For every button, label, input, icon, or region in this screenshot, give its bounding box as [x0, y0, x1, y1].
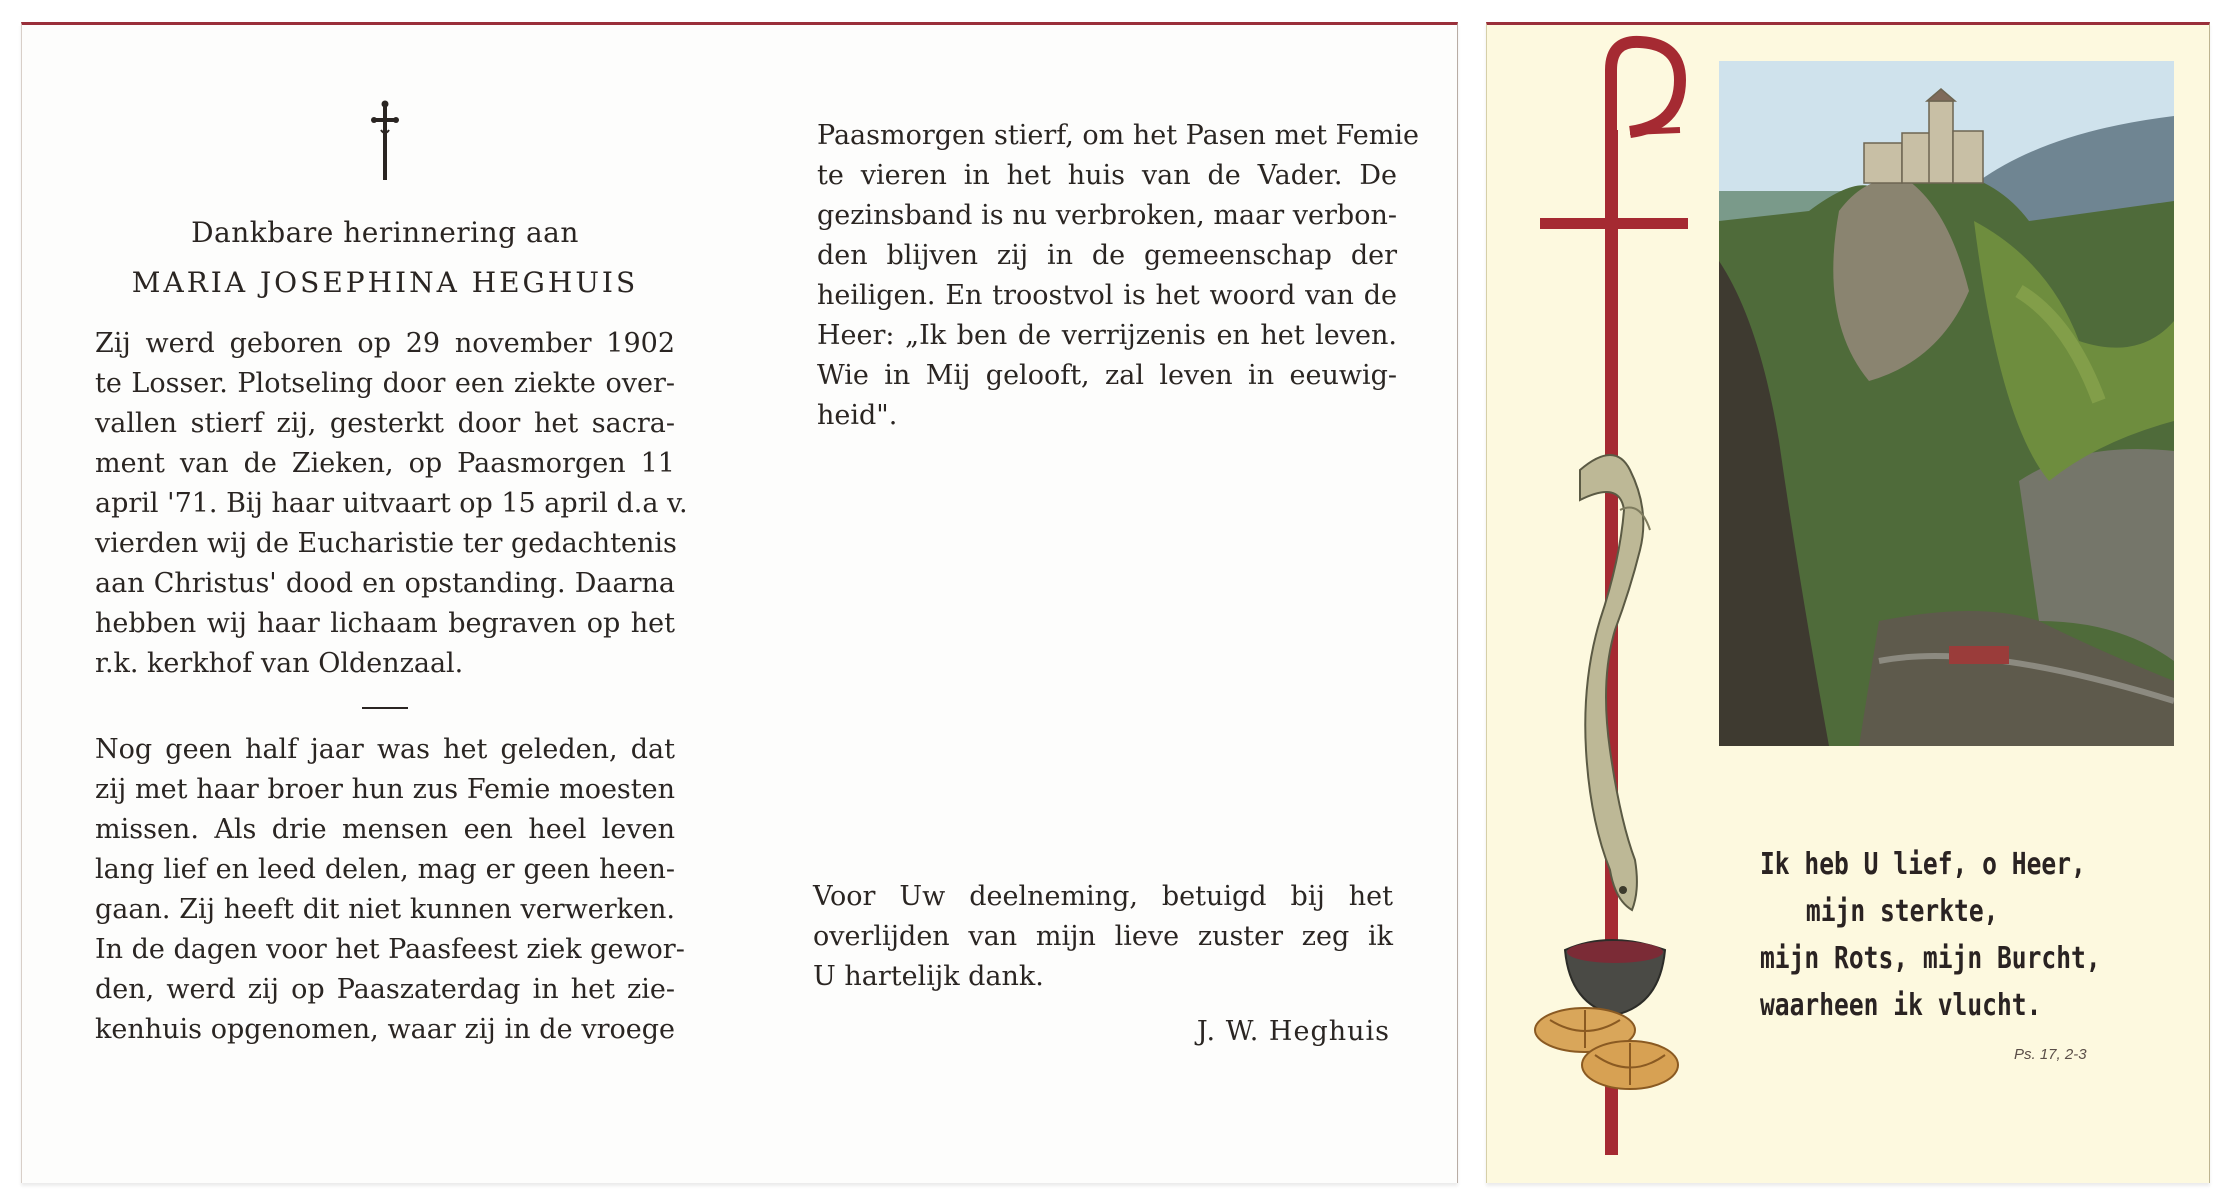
text-line: den blijven zij in de gemeenschap der — [817, 240, 1397, 271]
verse-line: Ik heb U lief, o Heer, — [1760, 847, 2086, 882]
text-line: vierden wij de Eucharistie ter gedachtenis — [95, 528, 677, 559]
text-line: vallen stierf zij, gesterkt door het sacra- — [95, 408, 675, 439]
text-line: den, werd zij op Paaszaterdag in het zie- — [95, 974, 675, 1005]
text-line: gaan. Zij heeft dit niet kunnen verwerken. — [95, 894, 675, 925]
biography-paragraph — [95, 324, 688, 684]
text-line: te vieren in het huis van de Vader. De — [817, 160, 1397, 191]
text-line: heiligen. En troostvol is het woord van de — [817, 280, 1397, 311]
verse-line: mijn Rots, mijn Burcht, — [1760, 941, 2101, 976]
christian-emblem — [1520, 30, 1700, 1170]
castle-landscape-photo — [1719, 61, 2174, 746]
text-line: Nog geen half jaar was het geleden, dat — [95, 734, 675, 765]
text-line: Zij werd geboren op 29 november 1902 — [95, 328, 675, 359]
text-line: overlijden van mijn lieve zuster zeg ik — [813, 921, 1393, 952]
text-line: Heer: „Ik ben de verrijzenis en het leven. — [817, 320, 1397, 351]
section-divider — [362, 707, 408, 709]
text-line: r.k. kerkhof van Oldenzaal. — [95, 648, 464, 679]
text-line: heid". — [817, 400, 898, 431]
small-cross-icon — [370, 98, 400, 182]
continuation-paragraph — [817, 116, 1419, 436]
text-line: zij met haar broer hun zus Femie moesten — [95, 774, 675, 805]
text-line: hebben wij haar lichaam begraven op het — [95, 608, 675, 639]
text-line: ment van de Zieken, op Paasmorgen 11 — [95, 448, 675, 479]
remembrance-paragraph — [95, 730, 685, 1050]
text-line: lang lief en leed delen, mag er geen heen- — [95, 854, 675, 885]
text-line: gezinsband is nu verbroken, maar verbon- — [817, 200, 1397, 231]
text-line: U hartelijk dank. — [813, 961, 1044, 992]
chalice-icon — [1565, 940, 1665, 1015]
text-line: Paasmorgen stierf, om het Pasen met Femie — [817, 120, 1419, 151]
text-line: april '71. Bij haar uitvaart op 15 april d.a v. — [95, 488, 688, 519]
text-line: missen. Als drie mensen een heel leven — [95, 814, 675, 845]
text-line: In de dagen voor het Paasfeest ziek gewor- — [95, 934, 685, 965]
bread-icon — [1535, 1008, 1678, 1089]
text-line: te Losser. Plotseling door een ziekte over- — [95, 368, 675, 399]
verse-reference: Ps. 17, 2-3 — [2014, 1046, 2087, 1063]
text-line: kenhuis opgenomen, waar zij in de vroege — [95, 1014, 675, 1045]
verse-line: mijn sterkte, — [1805, 894, 1999, 929]
deceased-name: MARIA JOSEPHINA HEGHUIS — [131, 266, 639, 299]
text-line: Voor Uw deelneming, betuigd bij het — [813, 881, 1393, 912]
psalm-verse — [1760, 841, 2101, 1029]
thanks-paragraph — [813, 877, 1393, 997]
dedication-heading: Dankbare herinnering aan — [191, 216, 579, 249]
text-line: Wie in Mij gelooft, zal leven in eeuwig- — [817, 360, 1397, 391]
signature: J. W. Heghuis — [1196, 1016, 1390, 1047]
text-line: aan Christus' dood en opstanding. Daarna — [95, 568, 675, 599]
verse-line: waarheen ik vlucht. — [1760, 988, 2042, 1023]
